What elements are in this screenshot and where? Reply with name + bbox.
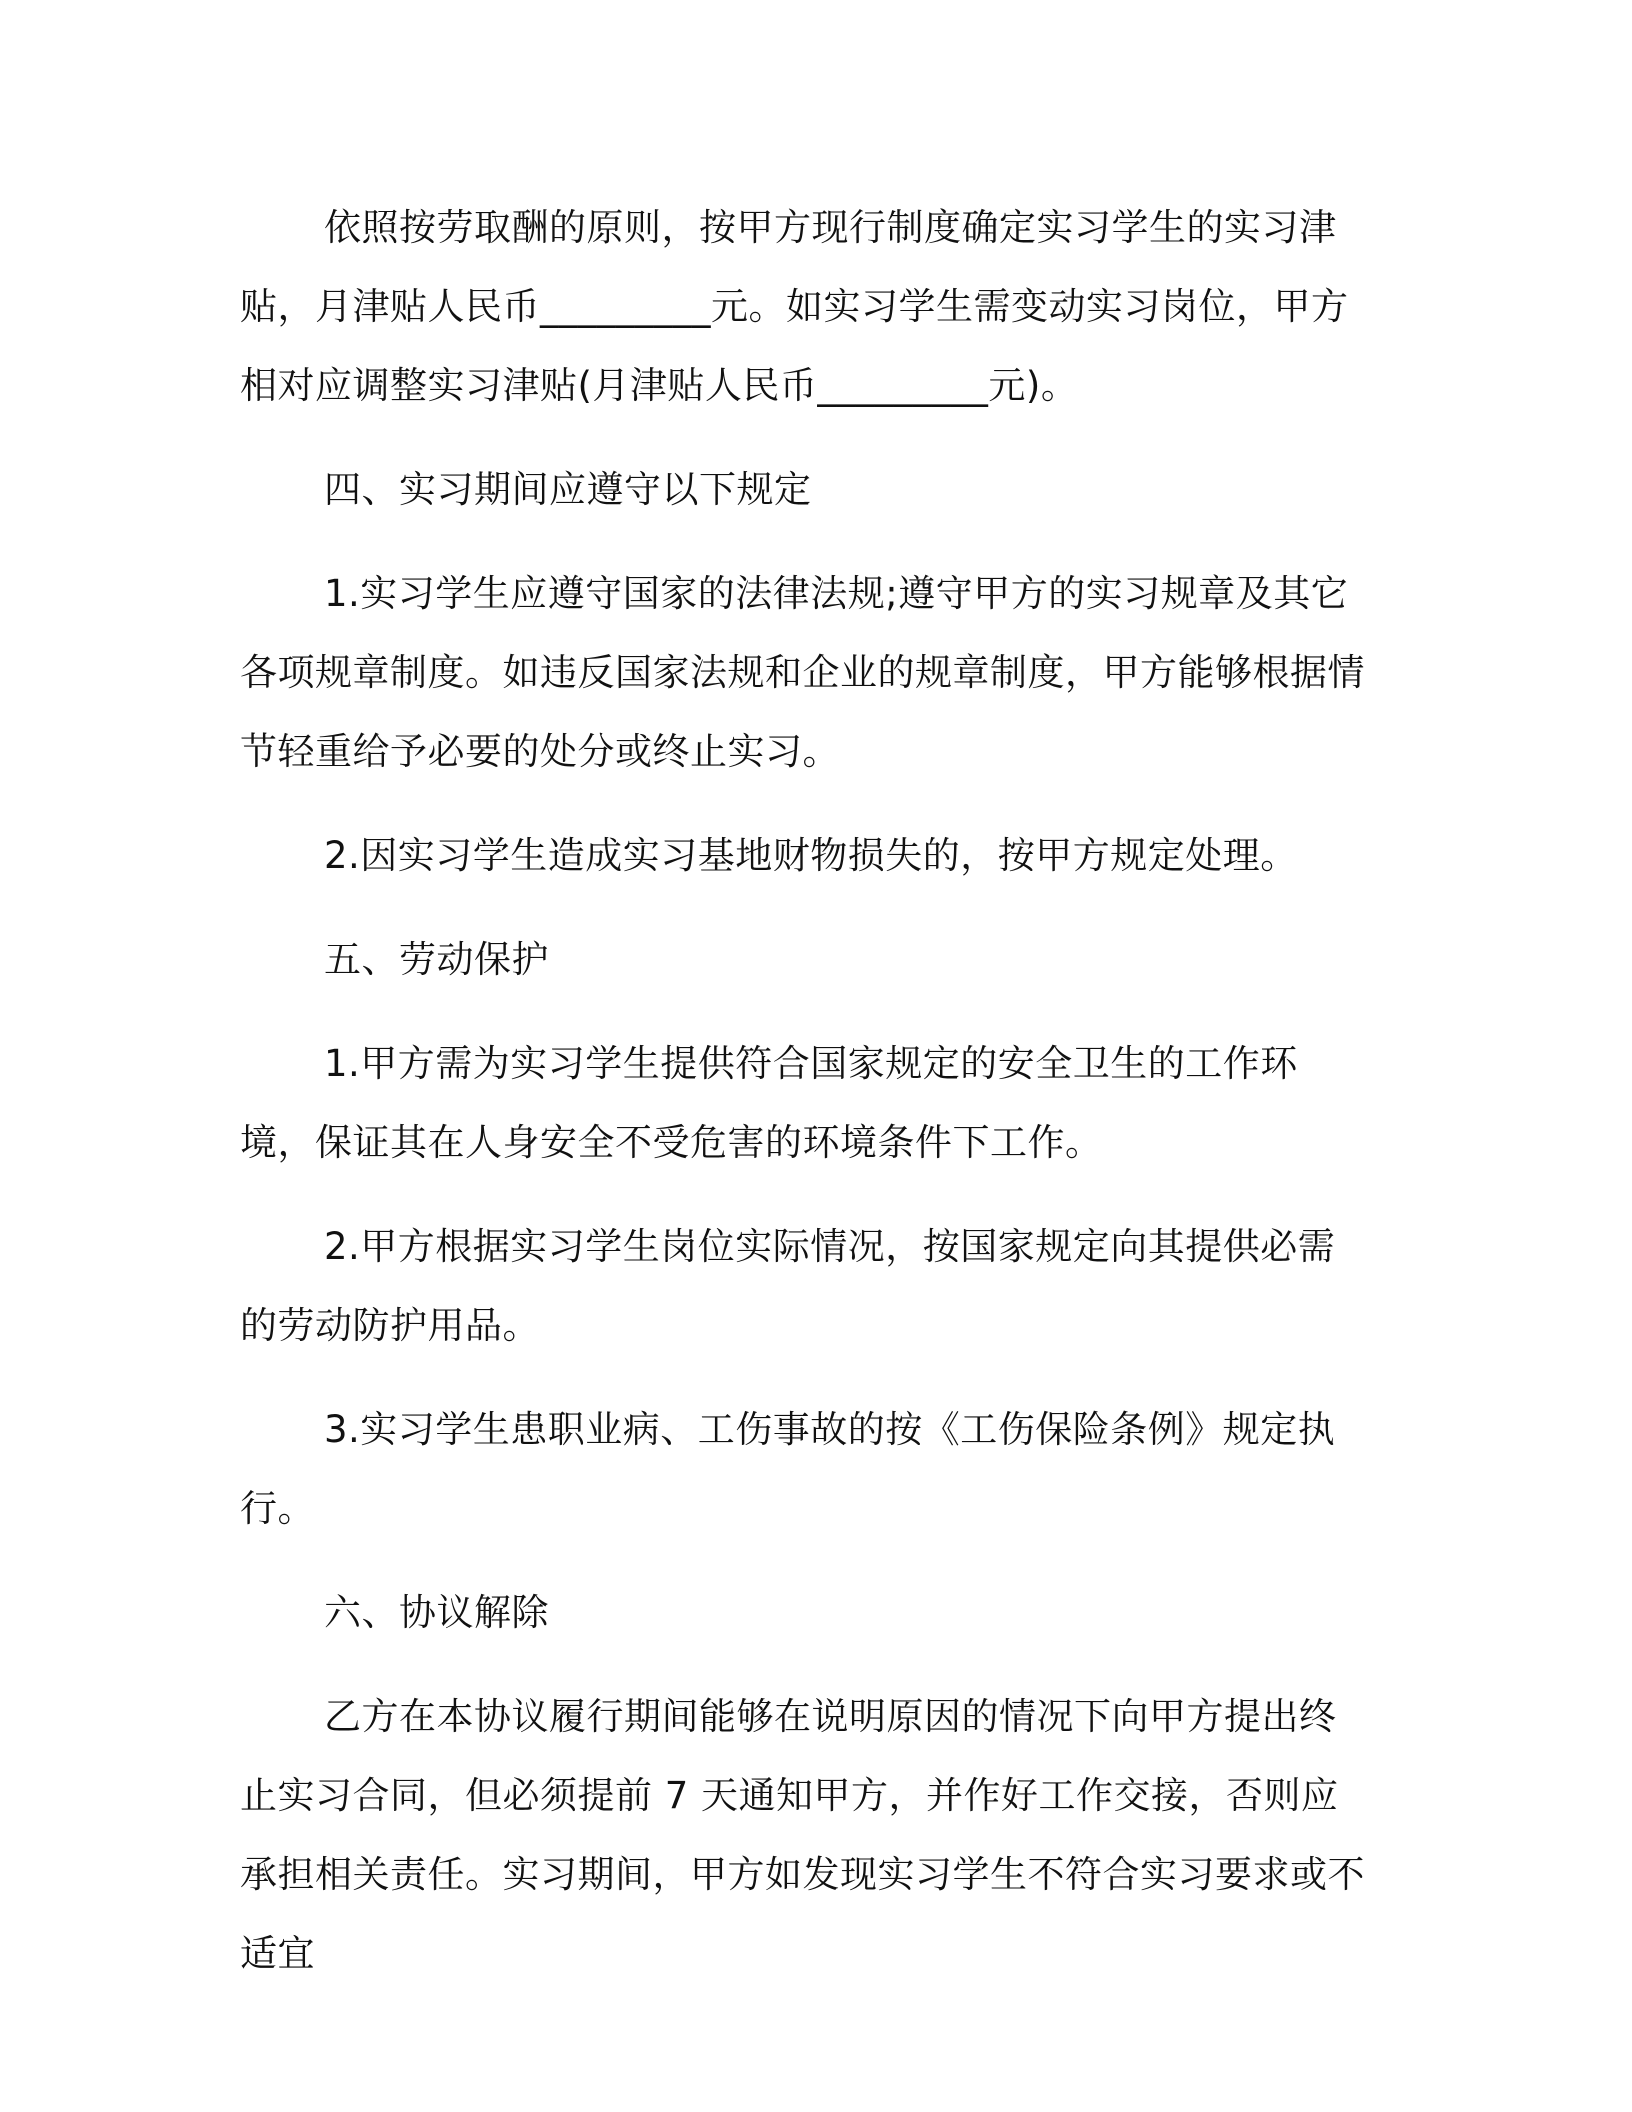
document-body [240,188,1372,2018]
paragraph-protection-1: 1.甲方需为实习学生提供符合国家规定的安全卫生的工作环境，保证其在人身安全不受危害的环境条件下工作。 [240,1042,1298,1164]
paragraph-protection-2: 2.甲方根据实习学生岗位实际情况，按国家规定向其提供必需的劳动防护用品。 [240,1225,1336,1347]
section-heading-termination: 六、协议解除 [324,1591,549,1634]
section-heading-rules: 四、实习期间应遵守以下规定 [324,468,812,511]
paragraph-termination: 乙方在本协议履行期间能够在说明原因的情况下向甲方提出终止实习合同，但必须提前 7 天通知甲方，并作好工作交接，否则应承担相关责任。实习期间，甲方如发现实习学生不符合实习要求或不适宜 [240,1695,1365,1975]
paragraph-rule-1: 1.实习学生应遵守国家的法律法规;遵守甲方的实习规章及其它各项规章制度。如违反国家法规和企业的规章制度，甲方能够根据情节轻重给予必要的处分或终止实习。 [240,572,1365,773]
paragraph-allowance: 依照按劳取酬的原则，按甲方现行制度确定实习学生的实习津贴，月津贴人民币_________元。如实习学生需变动实习岗位，甲方相对应调整实习津贴(月津贴人民币_________元)。 [240,206,1349,407]
section-heading-labor-protection: 五、劳动保护 [324,938,549,981]
paragraph-protection-3: 3.实习学生患职业病、工伤事故的按《工伤保险条例》规定执行。 [240,1408,1336,1530]
paragraph-rule-2: 2.因实习学生造成实习基地财物损失的，按甲方规定处理。 [324,834,1298,877]
